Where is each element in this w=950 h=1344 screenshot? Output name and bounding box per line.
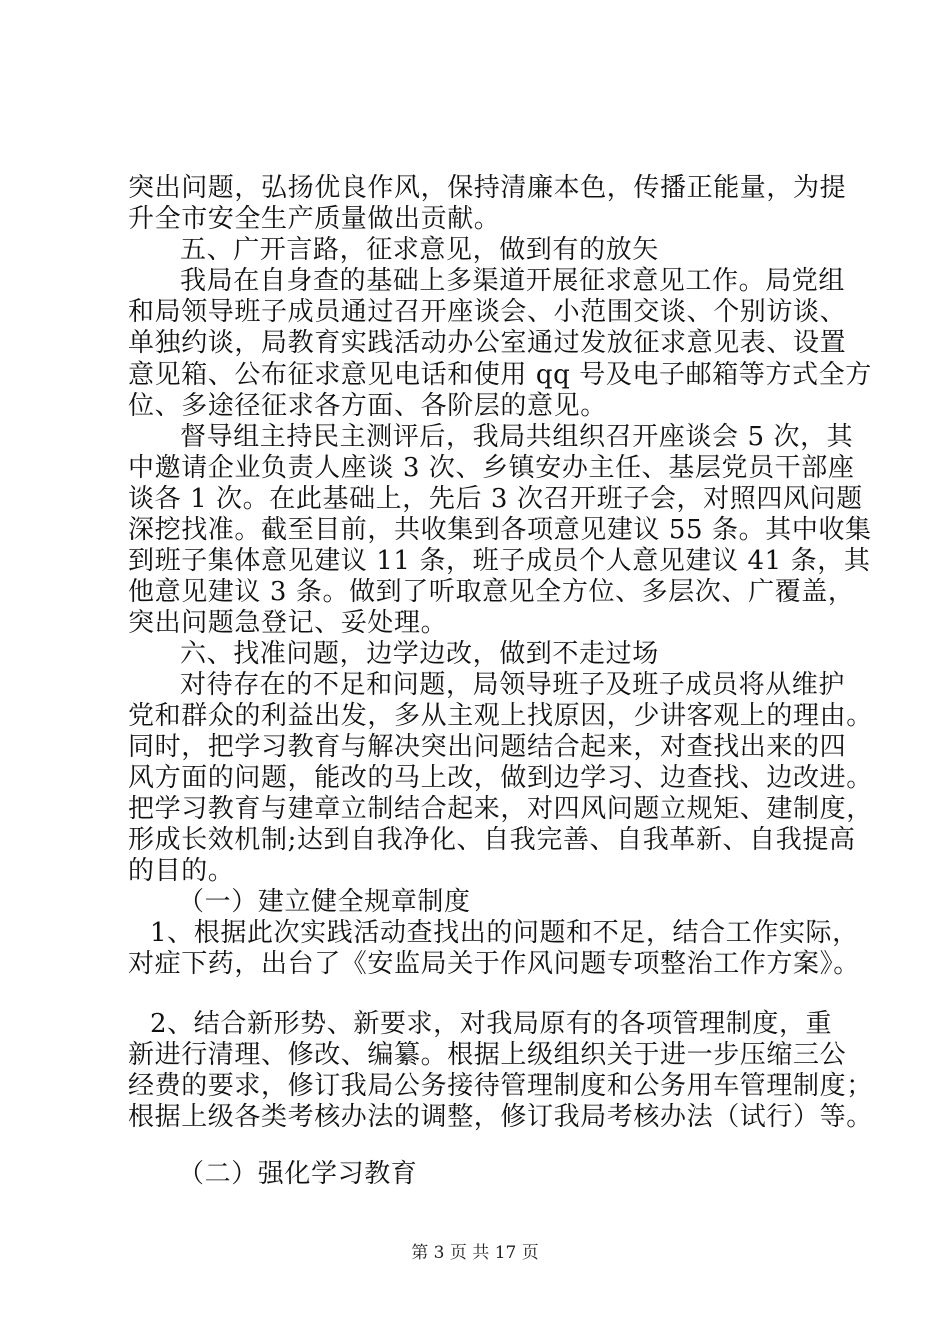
text-line: 中邀请企业负责人座谈 3 次、乡镇安办主任、基层党员干部座 xyxy=(128,453,855,483)
text-line: 我局在自身查的基础上多渠道开展征求意见工作。局党组 xyxy=(180,266,846,296)
text-line: 督导组主持民主测评后，我局共组织召开座谈会 5 次，其 xyxy=(180,422,854,452)
text-line: 经费的要求，修订我局公务接待管理制度和公务用车管理制度； xyxy=(128,1071,873,1101)
text-line: 和局领导班子成员通过召开座谈会、小范围交谈、个别访谈、 xyxy=(128,297,847,327)
subsection-heading: （二）强化学习教育 xyxy=(178,1159,418,1189)
text-line: 意见箱、公布征求意见电话和使用 qq 号及电子邮箱等方式全方 xyxy=(128,360,872,390)
text-line: 升全市安全生产质量做出贡献。 xyxy=(128,204,501,234)
text-line: 深挖找准。截至目前，共收集到各项意见建议 55 条。其中收集 xyxy=(128,515,872,545)
subsection-heading: （一）建立健全规章制度 xyxy=(178,887,471,917)
text-line: 党和群众的利益出发，多从主观上找原因，少讲客观上的理由。 xyxy=(128,701,873,731)
text-line: 到班子集体意见建议 11 条，班子成员个人意见建议 41 条，其 xyxy=(128,546,871,576)
text-line: 谈各 1 次。在此基础上，先后 3 次召开班子会，对照四风问题 xyxy=(128,484,863,514)
text-line: 2、结合新形势、新要求，对我局原有的各项管理制度，重 xyxy=(150,1009,833,1039)
text-line: 对症下药，出台了《安监局关于作风问题专项整治工作方案》。 xyxy=(128,949,860,979)
page-footer: 第 3 页 共 17 页 xyxy=(411,1243,539,1263)
text-line: 新进行清理、修改、编纂。根据上级组织关于进一步压缩三公 xyxy=(128,1040,847,1070)
text-line: 位、多途径征求各方面、各阶层的意见。 xyxy=(128,391,607,421)
text-line: 根据上级各类考核办法的调整，修订我局考核办法（试行）等。 xyxy=(128,1102,873,1132)
text-line: 同时，把学习教育与解决突出问题结合起来，对查找出来的四 xyxy=(128,732,847,762)
text-line: 的目的。 xyxy=(128,856,235,886)
text-line: 把学习教育与建章立制结合起来，对四风问题立规矩、建制度， xyxy=(128,794,873,824)
section-heading: 六、找准问题，边学边改，做到不走过场 xyxy=(180,639,659,669)
section-heading: 五、广开言路，征求意见，做到有的放矢 xyxy=(180,235,659,265)
text-line: 他意见建议 3 条。做到了听取意见全方位、多层次、广覆盖， xyxy=(128,577,855,607)
text-line: 风方面的问题，能改的马上改，做到边学习、边查找、边改进。 xyxy=(128,763,873,793)
text-line: 形成长效机制;达到自我净化、自我完善、自我革新、自我提高 xyxy=(128,825,856,855)
text-line: 单独约谈，局教育实践活动办公室通过发放征求意见表、设置 xyxy=(128,328,847,358)
text-line: 突出问题，弘扬优良作风，保持清廉本色，传播正能量，为提 xyxy=(128,173,847,203)
text-line: 突出问题急登记、妥处理。 xyxy=(128,608,448,638)
text-line: 1、根据此次实践活动查找出的问题和不足，结合工作实际， xyxy=(150,918,859,948)
text-line: 对待存在的不足和问题，局领导班子及班子成员将从维护 xyxy=(180,670,846,700)
